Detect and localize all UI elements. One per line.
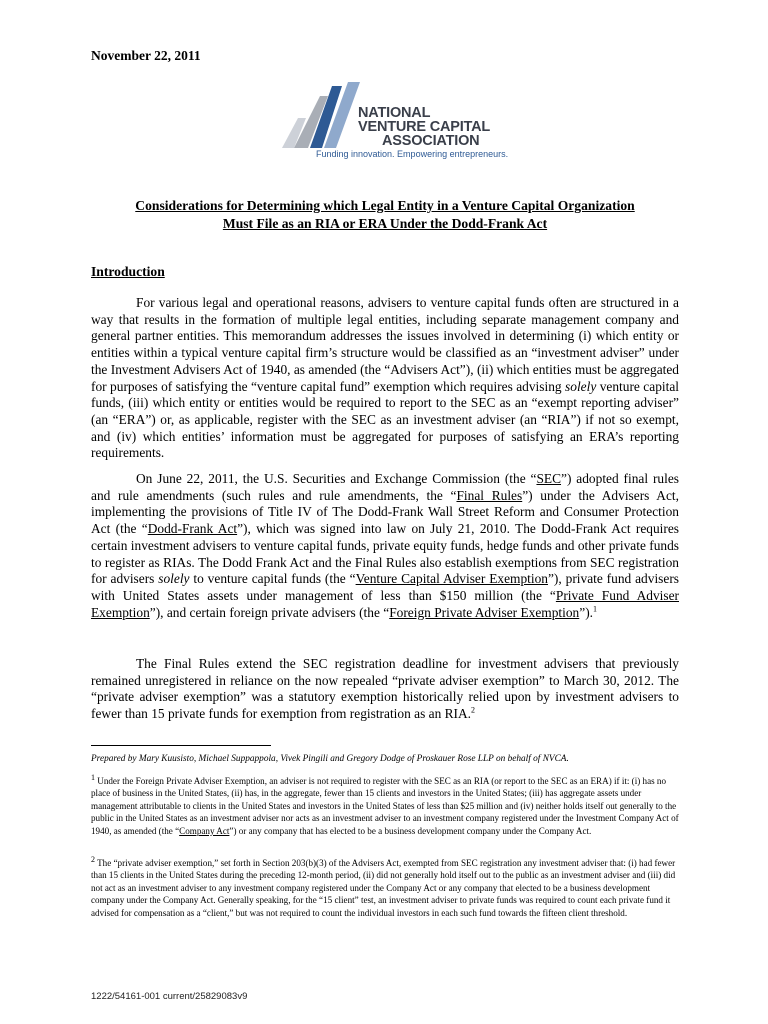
logo-tagline: Funding innovation. Empowering entrepreneurs.	[316, 149, 509, 159]
logo-line-1: NATIONAL	[358, 105, 431, 121]
section-heading: Introduction	[91, 264, 165, 279]
nvca-logo	[276, 78, 509, 168]
paragraph-1: For various legal and operational reasons, advisers to venture capital funds often are structured in a way that results in the formation of multiple legal entities, including separate management company and general partner entities. This memorandum addresses the issues involved in determining (i) which entity or entities within a typical venture capital firm’s structure would be classified as an “investment adviser” under the Investment Advisers Act of 1940, as amended (the “Advisers Act”), (ii) which entities must be aggregated for purposes of satisfying the “venture capital fund” exemption which requires advising solely venture capital funds, (iii) which entity or entities would be required to report to the SEC as an “exempt reporting adviser” (an “ERA”) or, as applicable, register with the SEC as an investment adviser (an “RIA”) if not so exempt, and (iv) which entities’ information must be aggregated for purposes of satisfying an ERA’s reporting requirements.	[91, 295, 679, 461]
logo-line-3: ASSOCIATION	[382, 133, 480, 149]
footnote-ref-2: 2	[471, 705, 476, 715]
nvca-logo-mark-icon	[276, 78, 366, 158]
document-footer-id: 1222/54161-001 current/25829083v9	[91, 991, 248, 1002]
paragraph-2: On June 22, 2011, the U.S. Securities and Exchange Commission (the “SEC”) adopted final rules and rule amendments (such rules and rule amendments, the “Final Rules”) under the Advisers Act, implementing the provisions of Title IV of The Dodd-Frank Wall Street Reform and Consumer Protection Act (the “Dodd-Frank Act”), which was signed into law on July 21, 2010. The Dodd-Frank Act requires certain investment advisers to venture capital funds, private equity funds, hedge funds and other private funds to register as RIAs. The Dodd Frank Act and the Final Rules also establish exemptions from SEC registration for advisers solely to venture capital funds (the “Venture Capital Adviser Exemption”), private fund advisers with United States assets under management of less than $150 million (the “Private Fund Adviser Exemption”), and certain foreign private advisers (the “Foreign Private Adviser Exemption”).$^1$	[91, 471, 679, 620]
title-line-1: Considerations for Determining which Legal Entity in a Venture Capital Organization	[135, 198, 635, 213]
nvca-logo-wordmark	[358, 106, 490, 148]
footnote-ref-1: 1	[593, 604, 598, 614]
footnote-2: 2 The “private adviser exemption,” set forth in Section 203(b)(3) of the Advisers Act, exempted from SEC registration any investment adviser that: (i) had fewer than 15 clients in the United States during the preceding 12-month period, (ii) did not generally hold itself out to the public as an investment adviser and (iii) did not act as an investment adviser to any investment company registered under the Company Act or any company that elected to be a business development company under the Company Act. Generally speaking, for the “15 client” test, an investment adviser to private funds was required to count each private fund it advised for compensation as a “client,” but was not required to count the individual investors in each such fund towards the fifteen client threshold.	[91, 854, 676, 918]
footnote-credit: Prepared by Mary Kuusisto, Michael Suppappola, Vivek Pingili and Gregory Dodge of Proskauer Rose LLP on behalf of NVCA.	[91, 754, 569, 764]
document-date: November 22, 2011	[91, 48, 201, 63]
footnote-1: 1 Under the Foreign Private Adviser Exemption, an adviser is not required to register with the SEC as an RIA (or report to the SEC as an ERA) if it: (i) has no place of business in the United States, (ii) has, in the aggregate, fewer than 15 clients and investors in the United States; (iii) has aggregate assets under management attributable to clients in the United States and investors in the United States of less than $25 million and (iv) neither holds itself out generally to the public in the United States as an investment adviser nor acts as an investment adviser to an investment company registered under the Investment Company Act of 1940, as amended (the “Company Act”) or any company that has elected to be a business development company under the Company Act.	[91, 772, 679, 836]
paragraph-3: The Final Rules extend the SEC registration deadline for investment advisers that previously remained unregistered in reliance on the now repealed “private adviser exemption” to March 30, 2012. The “private adviser exemption” was a statutory exemption historically relied upon by investment advisers to fewer than 15 private funds for exemption from registration as an RIA.$^2$	[91, 656, 679, 722]
logo-line-2: VENTURE CAPITAL	[358, 119, 491, 135]
footnote-divider	[91, 745, 271, 746]
document-title	[91, 197, 679, 233]
title-line-2: Must File as an RIA or ERA Under the Dodd-Frank Act	[222, 216, 548, 231]
